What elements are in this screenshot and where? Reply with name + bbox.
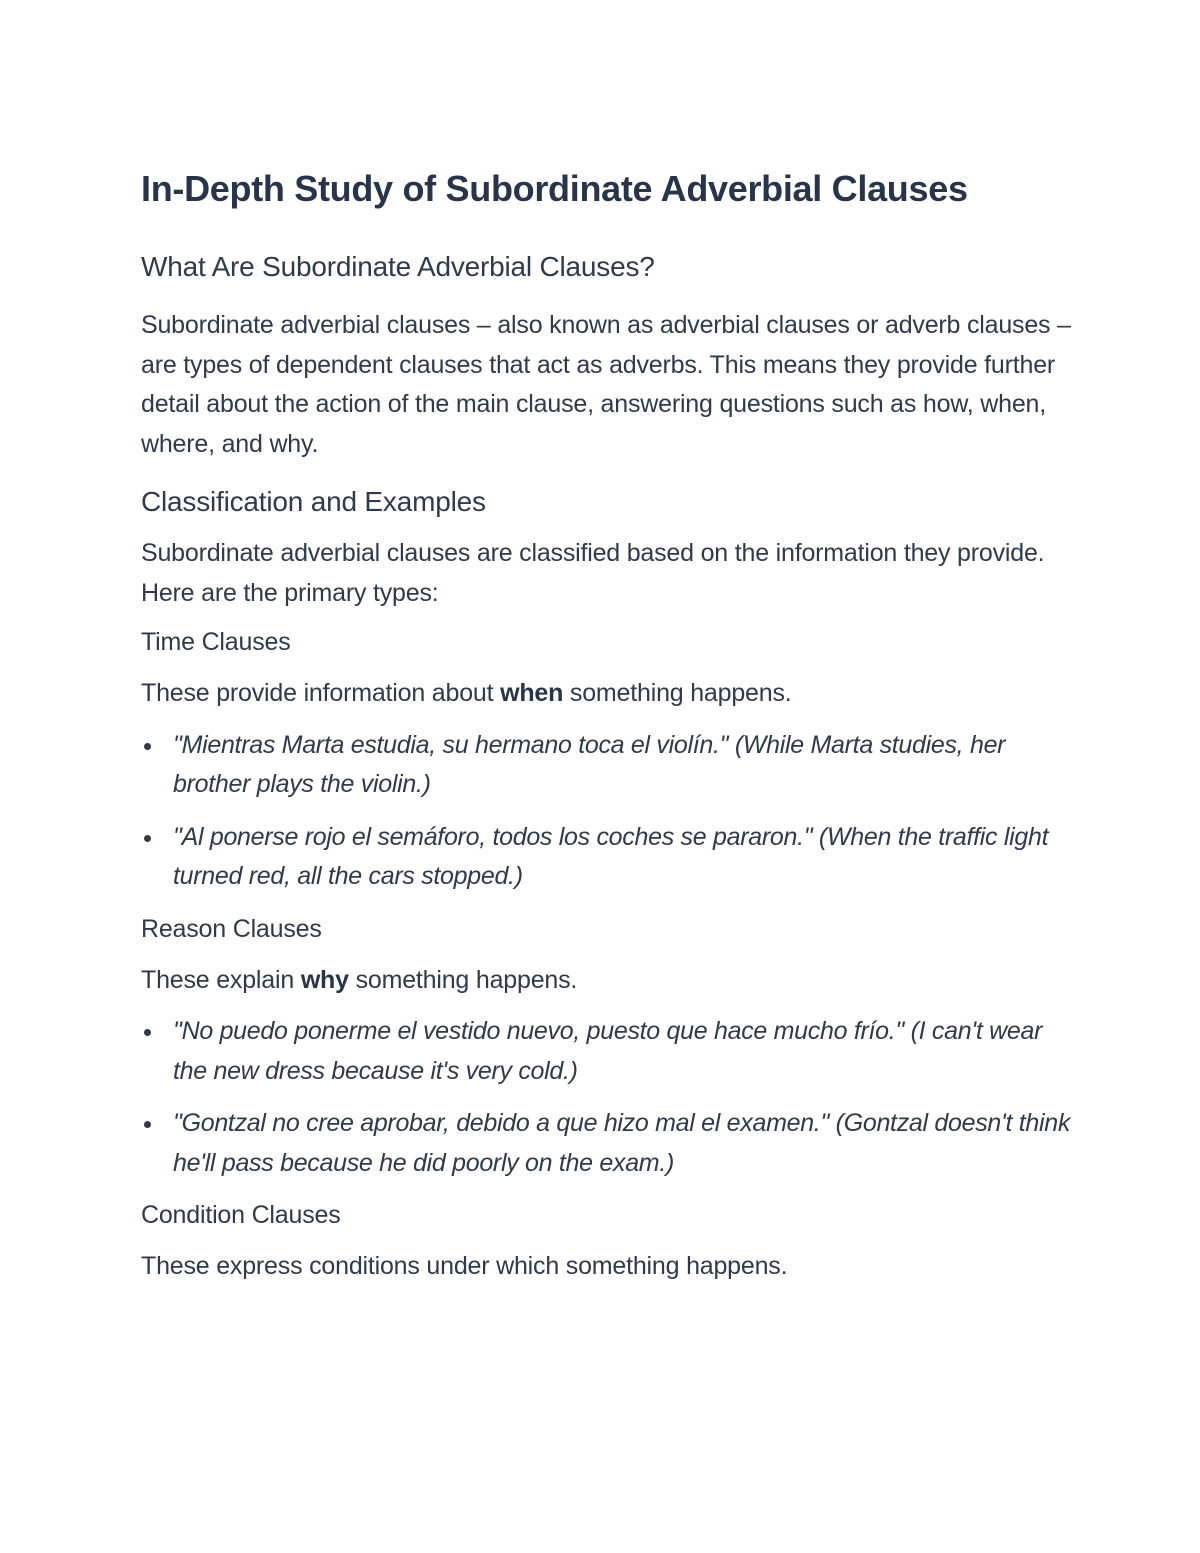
lead-text: These provide information about [141,679,501,707]
lead-text: something happens. [348,965,578,994]
list-item [141,726,1071,805]
classification-intro: Subordinate adverbial clauses are classified based on the information they provide. Here are the primary types: [141,539,1045,607]
example-text: "Mientras Marta estudia, su hermano toca el violín." (While Marta studies, her brother plays the violin.) [173,730,1006,798]
list-item [141,1012,1071,1091]
bullet-icon [144,743,151,750]
lead-emphasis: why [300,965,349,994]
document-content [141,160,1071,1287]
reason-examples-list [141,1012,1071,1183]
subheading-reason-clauses: Reason Clauses [141,914,322,943]
bullet-icon [144,1121,151,1128]
lead-text: These explain [141,965,301,994]
subheading-condition-clauses: Condition Clauses [141,1201,341,1229]
bullet-icon [144,835,151,842]
time-clauses-lead [141,674,1071,714]
reason-clauses-lead [141,961,1071,1001]
lead-text: something happens. [563,679,792,707]
bullet-icon [144,1029,151,1036]
list-item [141,818,1071,897]
page-title: In-Depth Study of Subordinate Adverbial Clauses [141,168,968,209]
subheading-time-clauses: Time Clauses [141,628,291,656]
section-heading-definition: What Are Subordinate Adverbial Clauses? [141,251,655,282]
example-text: "Gontzal no cree aprobar, debido a que hizo mal el examen." (Gontzal doesn't think he'll pass because he did poorly on the exam.) [173,1109,1071,1177]
condition-clauses-lead: These express conditions under which something happens. [141,1252,788,1280]
section-heading-classification: Classification and Examples [141,486,486,517]
example-text: "Al ponerse rojo el semáforo, todos los coches se pararon." (When the traffic light turned red, all the cars stopped.) [173,822,1049,890]
lead-emphasis: when [500,679,564,707]
list-item [141,1104,1071,1183]
definition-paragraph: Subordinate adverbial clauses – also known as adverbial clauses or adverb clauses – are types of dependent clauses that act as adverbs. This means they provide further detail about the action of the main clause, answering questions such as how, when, where, and why. [141,311,1071,458]
example-text: "No puedo ponerme el vestido nuevo, puesto que hace mucho frío." (I can't wear the new dress because it's very cold.) [173,1017,1043,1085]
time-examples-list [141,726,1071,897]
